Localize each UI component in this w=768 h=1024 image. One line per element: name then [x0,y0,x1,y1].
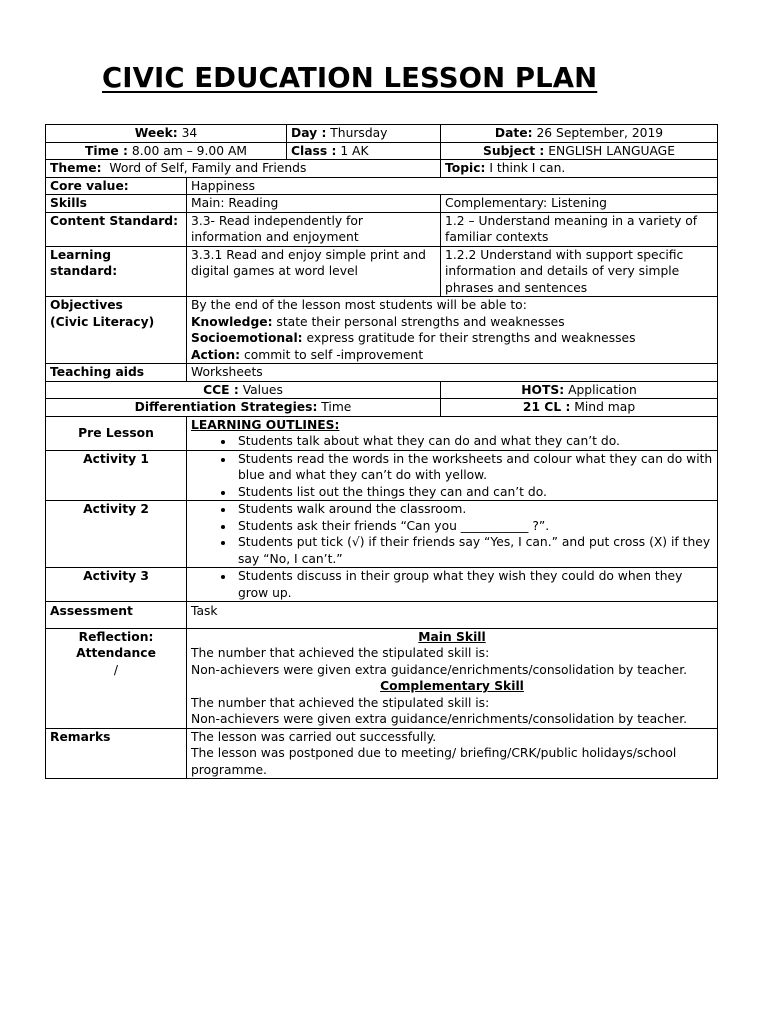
remarks-line-1: The lesson was carried out successfully. [191,729,437,744]
day-value: Thursday [330,126,388,140]
teaching-aids-label: Teaching aids [46,364,187,382]
time-cell: Time : 8.00 am – 9.00 AM [46,142,287,160]
list-item: • Students discuss in their group what they wish they could do when they grow up. [235,568,713,601]
assessment-value: Task [187,602,718,629]
subject-value: ENGLISH LANGUAGE [548,143,675,158]
objective-knowledge: Knowledge: state their personal strengths and weaknesses [191,314,565,329]
row-remarks [46,728,718,779]
main-skill-line-1: The number that achieved the stipulated skill is: [191,646,490,660]
page-title: CIVIC EDUCATION LESSON PLAN [102,62,598,94]
row-skills [46,195,718,213]
activity-3-content [187,568,718,602]
date-cell: Date: 26 September, 2019 [441,125,718,143]
objective-socioemotional: Socioemotional: express gratitude for their strengths and weaknesses [191,331,636,345]
class-value: 1 AK [340,143,369,158]
row-core-value [46,177,718,195]
objectives-label: Objectives (Civic Literacy) [46,297,187,364]
subject-cell: Subject : ENGLISH LANGUAGE [441,142,718,160]
time-value: 8.00 am – 9.00 AM [131,143,247,158]
teaching-aids-value: Worksheets [187,364,718,382]
row-week-day-date [46,125,718,143]
learning-standard-main: 3.3.1 Read and enjoy simple print and digital games at word level [187,246,441,297]
pre-lesson-list [191,433,713,450]
row-teaching-aids [46,364,718,382]
day-cell: Day : Thursday [287,125,441,143]
list-item: • Students talk about what they can do and what they can’t do. [235,433,713,450]
content-standard-complementary: 1.2 – Understand meaning in a variety of familiar contexts [441,212,718,246]
objective-action: Action: commit to self -improvement [191,347,424,362]
remarks-line-2: The lesson was postponed due to meeting/ briefing/CRK/public holidays/school programme. [191,746,677,777]
activity-2-label: Activity 2 [46,501,187,568]
list-item: • Students read the words in the worksheets and colour what they can do with blue and what they can’t do with yellow. [235,451,713,484]
row-activity-1 [46,450,718,501]
row-differentiation-21cl [46,399,718,417]
activity-2-list [191,501,713,567]
row-pre-lesson [46,416,718,450]
row-activity-3 [46,568,718,602]
core-value-label: Core value: [46,177,187,195]
remarks-label: Remarks [46,728,187,779]
reflection-label: Reflection: Attendance / [46,628,187,728]
complementary-skill-line-1: The number that achieved the stipulated skill is: [191,695,490,710]
skills-complementary: Complementary: Listening [441,195,718,213]
content-standard-main: 3.3- Read independently for information and enjoyment [187,212,441,246]
activity-3-list [191,568,713,601]
row-activity-2 [46,501,718,568]
remarks-content [187,728,718,779]
hots-cell: HOTS: Application [441,381,718,399]
row-objectives [46,297,718,364]
learning-standard-label: Learning standard: [46,246,187,297]
row-time-class-subject [46,142,718,160]
objectives-content [187,297,718,364]
differentiation-cell: Differentiation Strategies: Time [46,399,441,417]
row-cce-hots [46,381,718,399]
activity-2-content [187,501,718,568]
list-item: • Students walk around the classroom. [235,501,713,518]
date-value: 26 September, 2019 [536,126,664,140]
row-theme-topic [46,160,718,178]
activity-1-content [187,450,718,501]
skills-label: Skills [46,195,187,213]
learning-outlines-heading: LEARNING OUTLINES: [191,417,340,432]
row-reflection [46,628,718,728]
learning-standard-complementary: 1.2.2 Understand with support specific information and details of very simple phrases and sentences [441,246,718,297]
week-value: 34 [181,126,198,140]
21cl-cell: 21 CL : Mind map [441,399,718,417]
core-value-value: Happiness [187,177,718,195]
list-item: • Students list out the things they can and can’t do. [235,484,713,501]
pre-lesson-content [187,416,718,450]
main-skill-heading: Main Skill [418,629,486,644]
activity-3-label: Activity 3 [46,568,187,602]
theme-value: Word of Self, Family and Friends [109,161,307,175]
lesson-plan-table [45,124,718,779]
assessment-label: Assessment [46,602,187,629]
pre-lesson-label: Pre Lesson [46,416,187,450]
activity-1-label: Activity 1 [46,450,187,501]
objectives-intro: By the end of the lesson most students will be able to: [191,298,527,312]
class-cell: Class : 1 AK [287,142,441,160]
week-cell: Week: 34 [46,125,287,143]
row-learning-standard [46,246,718,297]
activity-1-list [191,451,713,501]
row-content-standard [46,212,718,246]
content-standard-label: Content Standard: [46,212,187,246]
row-assessment [46,602,718,629]
complementary-skill-line-2: Non-achievers were given extra guidance/enrichments/consolidation by teacher. [191,712,688,726]
topic-cell: Topic: I think I can. [441,160,718,178]
topic-value: I think I can. [489,161,566,175]
theme-cell: Theme: Word of Self, Family and Friends [46,160,441,178]
cce-cell: CCE : Values [46,381,441,399]
reflection-content [187,628,718,728]
list-item: • Students put tick (√) if their friends say “Yes, I can.” and put cross (X) if they say “No, I can’t.” [235,534,713,567]
main-skill-line-2: Non-achievers were given extra guidance/enrichments/consolidation by teacher. [191,662,688,677]
complementary-skill-heading: Complementary Skill [380,679,524,693]
list-item: • Students ask their friends “Can you ___________ ?”. [235,518,713,535]
skills-main: Main: Reading [187,195,441,213]
